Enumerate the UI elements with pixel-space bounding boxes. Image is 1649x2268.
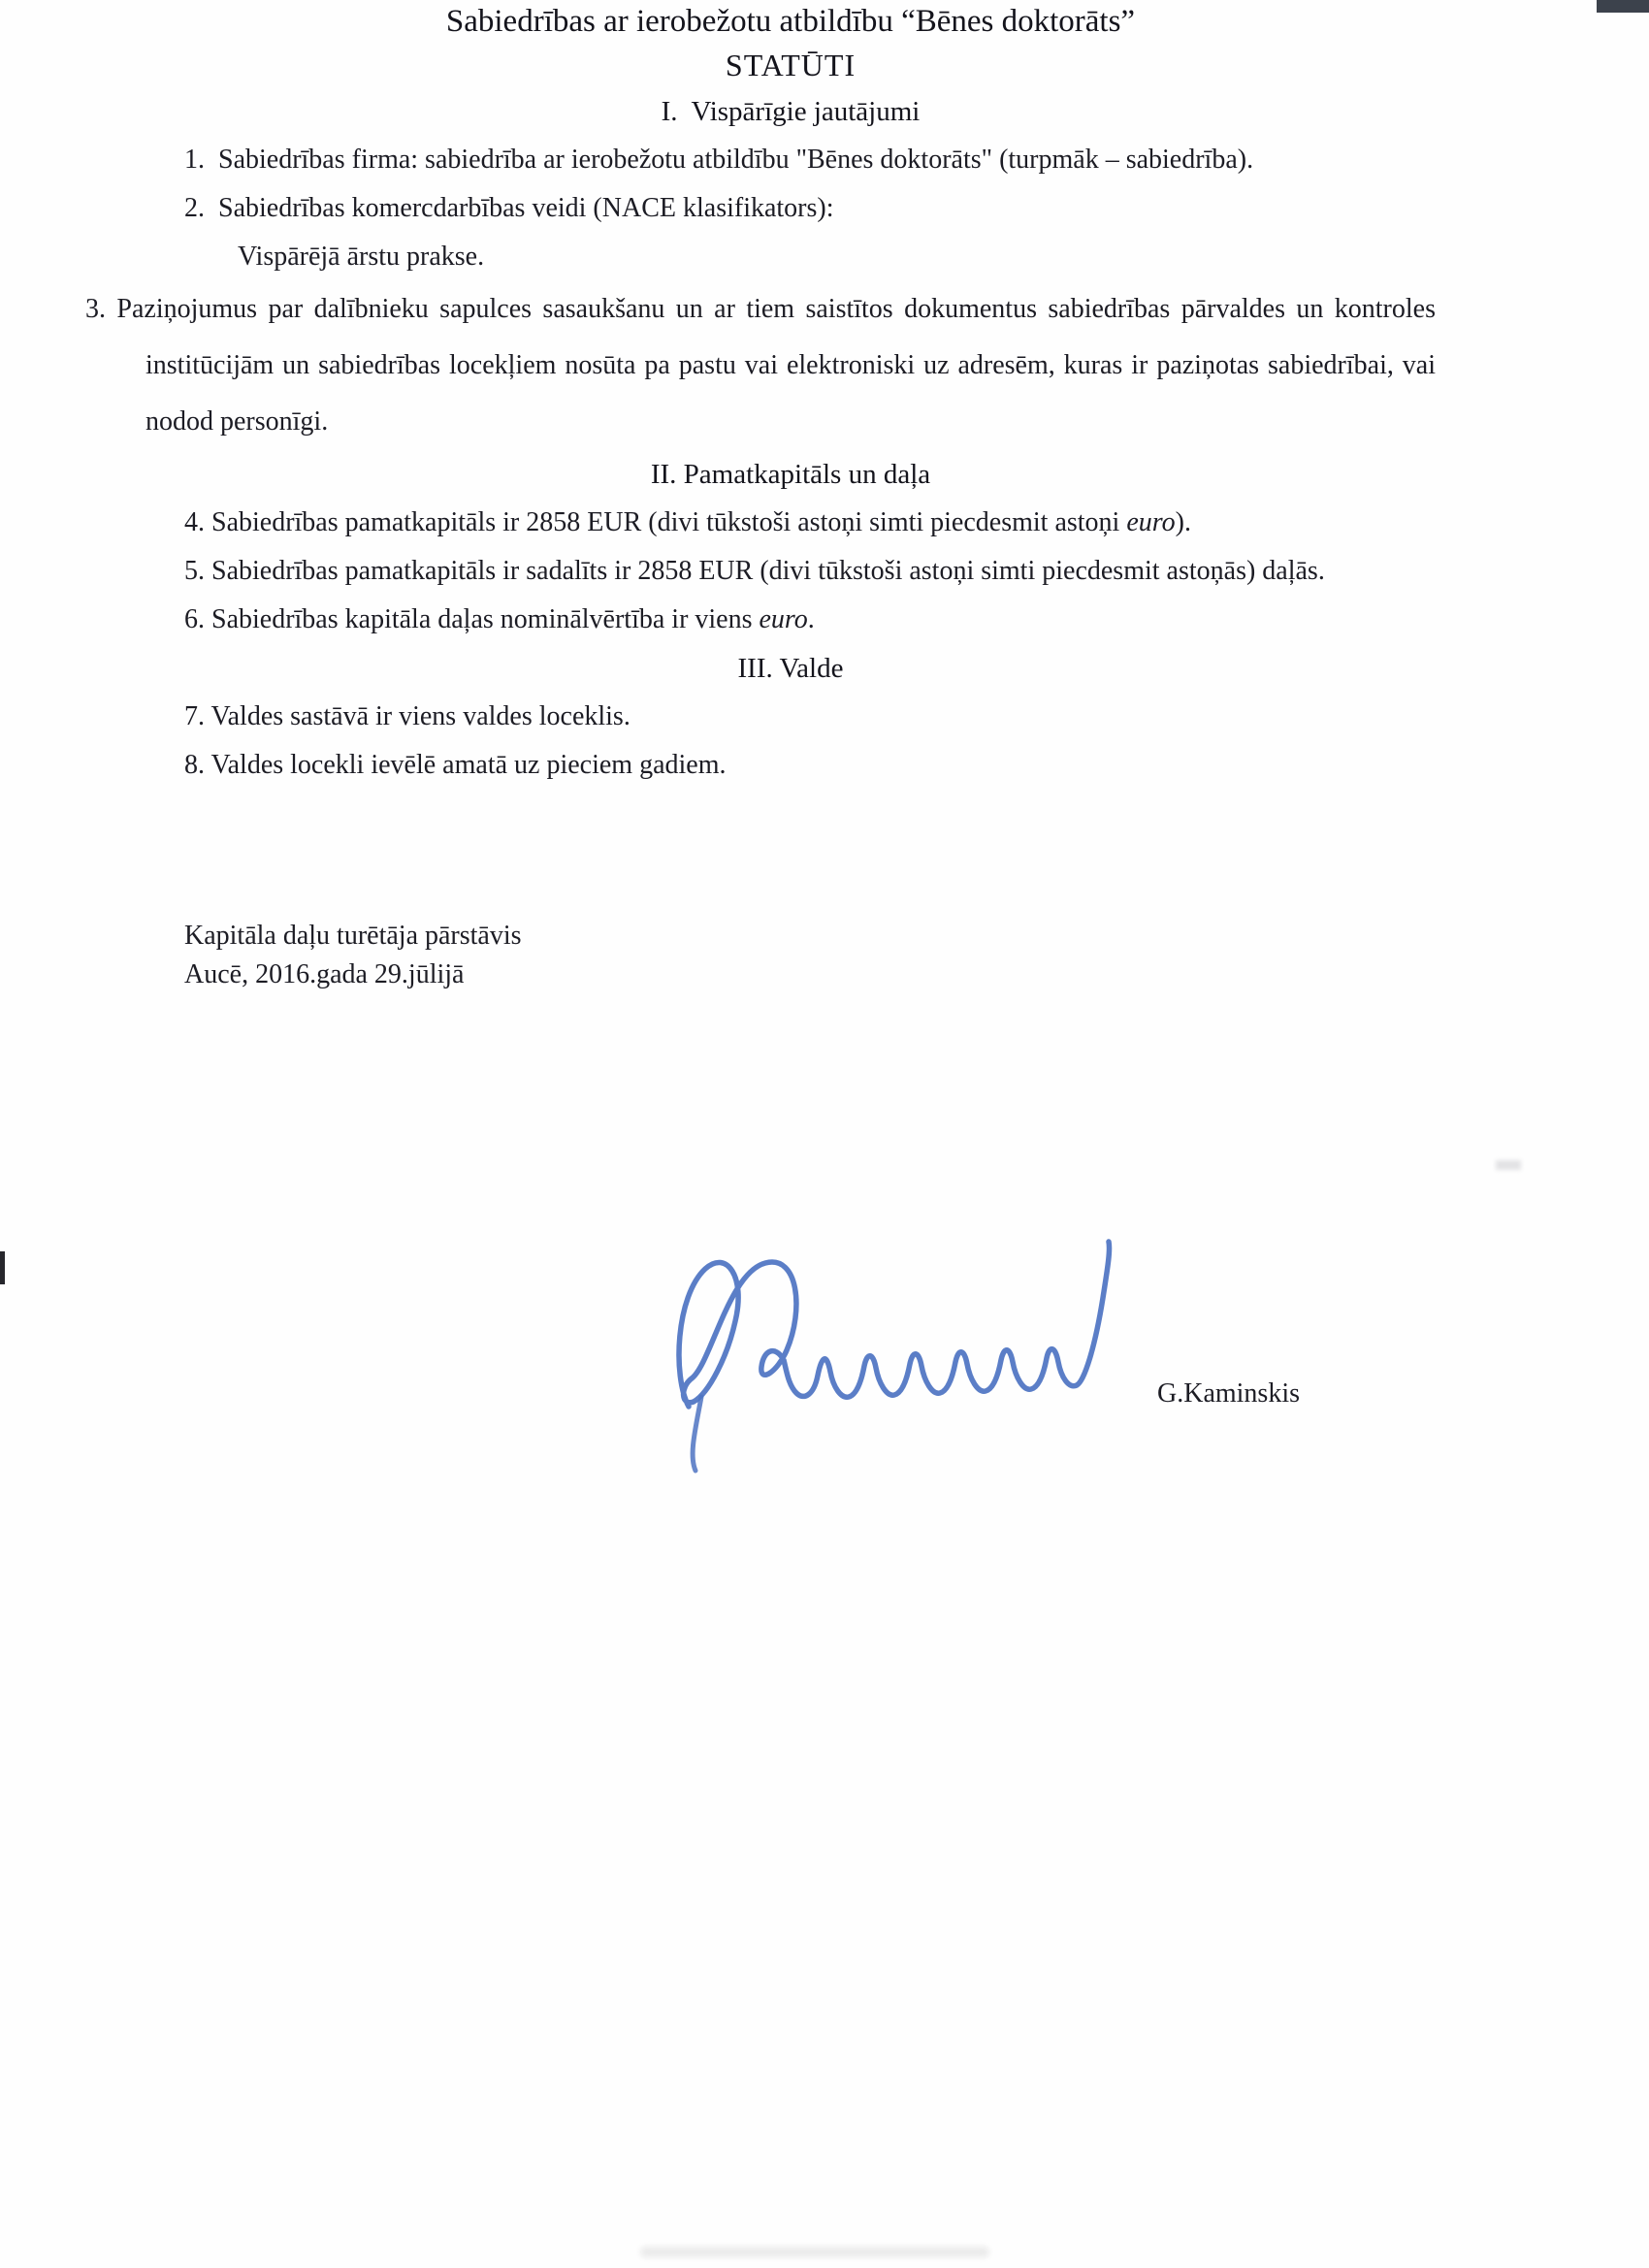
- document-title: Sabiedrības ar ierobežotu atbildību “Bēnes doktorāts”: [445, 4, 1136, 39]
- clause-4-tail: ).: [1175, 507, 1191, 537]
- scan-artifact-left-edge: [0, 1251, 5, 1284]
- signature-block: [146, 917, 1436, 994]
- section-2-heading: II. Pamatkapitāls un daļa: [650, 459, 931, 490]
- scan-artifact-top-right: [1597, 0, 1649, 13]
- clause-6-italic-euro: euro: [759, 604, 808, 634]
- clause-6: [146, 596, 1436, 644]
- clause-6-tail: .: [807, 604, 815, 634]
- clause-8: 8. Valdes locekli ievēlē amatā uz pieciem gadiem.: [184, 750, 727, 780]
- clause-4-italic-euro: euro: [1126, 507, 1176, 537]
- clause-2-activity: Vispārējā ārstu prakse.: [238, 242, 485, 272]
- document-body: [85, 0, 1436, 994]
- section-1-heading: I. Vispārīgie jautājumi: [661, 96, 921, 127]
- clause-7: 7. Valdes sastāvā ir viens valdes loceklis.: [184, 701, 630, 731]
- clause-5: 5. Sabiedrības pamatkapitāls ir sadalīts ir 2858 EUR (divi tūkstoši astoņi simti piecdesmit astoņās) daļās.: [184, 556, 1325, 586]
- section-3-heading: III. Valde: [737, 653, 844, 684]
- clause-4-text: 4. Sabiedrības pamatkapitāls ir 2858 EUR (divi tūkstoši astoņi simti piecdesmit astoņi: [184, 507, 1127, 537]
- handwritten-signature: [635, 1230, 1130, 1477]
- clause-3: 3. Paziņojumus par dalībnieku sapulces sasaukšanu un ar tiem saistītos dokumentus sabiedrības pārvaldes un kontroles institūcijām un sabiedrības locekļiem nosūta pa pastu vai elektroniski uz adresēm, kuras ir paziņotas sabiedrībai, vai nodod personīgi.: [85, 294, 1436, 437]
- clause-2: 2. Sabiedrības komercdarbības veidi (NACE klasifikators):: [184, 193, 834, 223]
- clause-4: [146, 499, 1436, 547]
- scan-artifact-right-ghost: [1496, 1160, 1521, 1170]
- signer-role-line: Kapitāla daļu turētāja pārstāvis: [184, 921, 522, 951]
- document-subtitle: STATŪTI: [725, 48, 857, 82]
- signature-place-date: Aucē, 2016.gada 29.jūlijā: [184, 959, 465, 989]
- scan-artifact-bottom-smudge: [640, 2247, 989, 2257]
- signer-name: G.Kaminskis: [1157, 1378, 1300, 1409]
- clause-6-text: 6. Sabiedrības kapitāla daļas nominālvērtība ir viens: [184, 604, 760, 634]
- clause-1: 1. Sabiedrības firma: sabiedrība ar ierobežotu atbildību "Bēnes doktorāts" (turpmāk – sabiedrība).: [184, 145, 1254, 175]
